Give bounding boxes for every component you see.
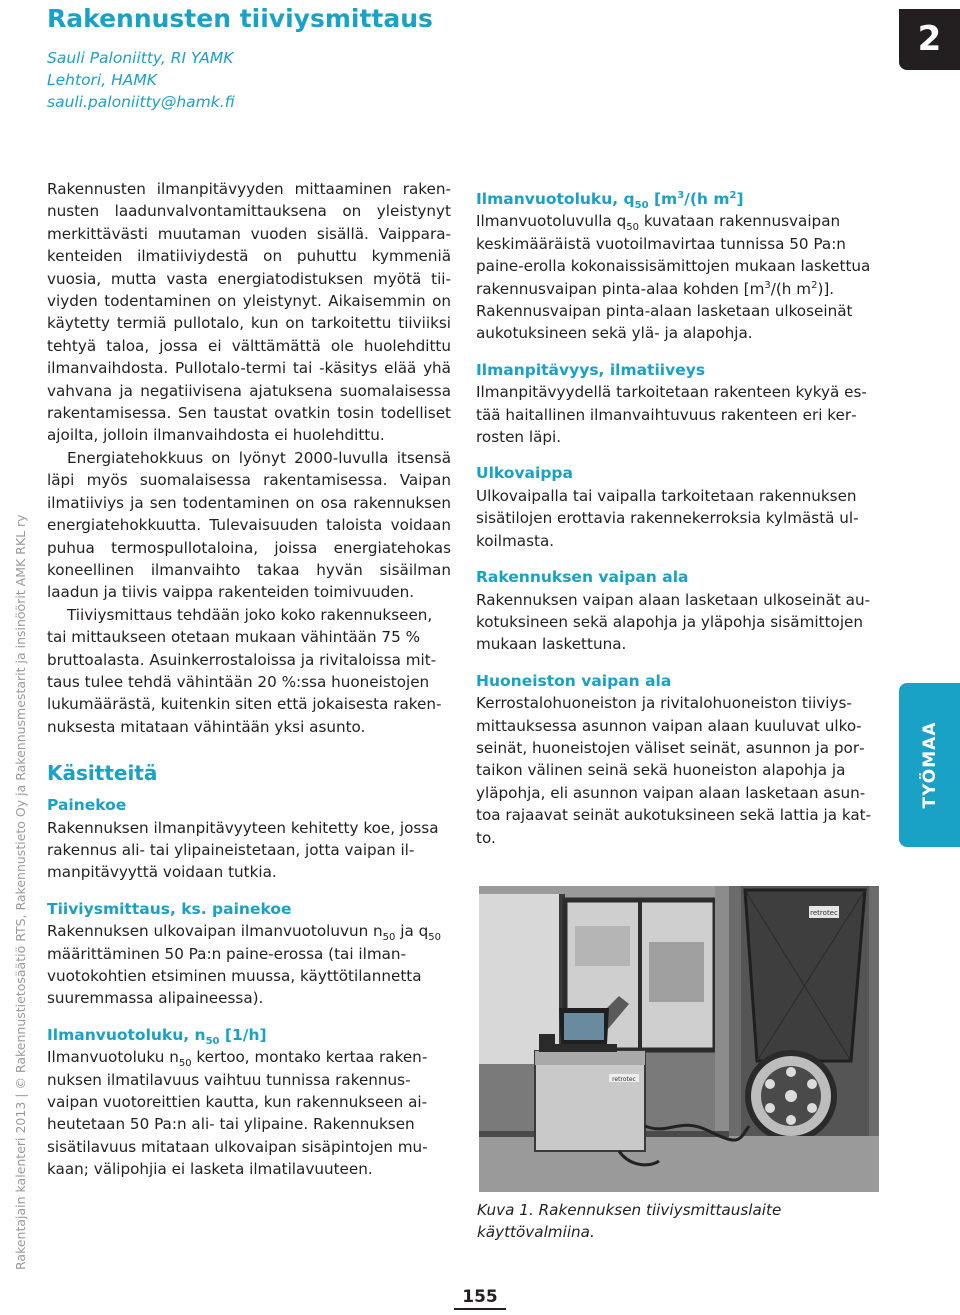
page-number [0, 1287, 960, 1310]
blower-door-photo [479, 886, 879, 1192]
chapter-number-badge: 2 [899, 9, 960, 70]
subscript: 50 [634, 200, 649, 212]
term-text-part: Rakennuksen ulkovaipan ilmanvuotoluvun n [47, 922, 383, 941]
term-text-part: /(h m [770, 279, 812, 298]
author-block [47, 47, 235, 113]
term-text-part: kertoo, montako kertaa rakennuksen ilmatilavuus vaihtuu tunnissa rakennusvaipan vuotoreittien kautta, kun rakennukseen aiheutetaan 50 Pa:n ali- tai ylipaine. Rakennuksen sisätilavuus mitataan ulkovaipan sisäpintojen mukaan; välipohjia ei lasketa ilmatilavuuteen. [47, 1048, 428, 1179]
superscript: 3 [764, 279, 771, 291]
heading-part: ] [736, 190, 744, 208]
term-text-part: )]. Rakennusvaipan pinta-alaan lasketaan ulkoseinät aukotuksineen sekä ylä- ja alapohja. [476, 279, 853, 343]
photo-illustration [479, 886, 879, 1192]
heading-part: Ilmanvuotoluku, q [476, 190, 635, 208]
right-column [476, 188, 880, 849]
figure-caption: Kuva 1. Rakennuksen tiiviysmittauslaite käyttövalmiina. [477, 1201, 782, 1242]
intro-paragraph: Rakennusten ilmanpitävyyden mittaaminen rakennusten laadunvalvontamittauksena on yleistynyt merkittävästi muutaman vuoden sisällä. Vaipparakenteiden ilmatiiviydestä on puhuttu kymmeniä vuosia, mutta vasta energiatodistuksen myötä tiiviyden todentaminen on yleistynyt. Aikaisemmin on käytetty termiä pullotalo, kun on tarkoitettu tiiviiksi tehtyä taloa, jossa ei välttämättä ole huolehdittu ilmanvaihdosta. Pullotalo-termi tai -käsitys elää yhä vahvana ja negatiivisena ajatuksena suomalaisessa rakentamisessa. Sen taustat ovatkin tosin todelliset ajoilta, jolloin ilmanvaihdosta ei huolehdittu. [47, 180, 451, 445]
term-text-huoneisto: Kerrostalohuoneiston ja rivitalohuoneiston tiiviysmittauksessa asunnon vaipan alaan kuuluvat ulkoseinät, huoneistojen väliset seinät, asunnon ja portaikon välinen seinä sekä huoneiston alapohja ja yläpohja, eli asunnon vaipan alaan lasketaan asuntoa rajaavat seinät aukotuksineen sekä lattia ja katto. [476, 694, 872, 847]
term-text-part: kuvataan rakennusvaipan keskimääräistä vuotoilmavirtaa tunnissa 50 Pa:n paine-erolla kokonaissisämittojen mukaan laskettua rakennusvaipan pinta-alaa kohden [m [476, 212, 871, 298]
superscript: 3 [677, 189, 685, 201]
author-role: Lehtori, HAMK [47, 71, 157, 89]
article-title: Rakennusten tiiviysmittaus [47, 4, 433, 33]
heading-part: [m [648, 190, 678, 208]
term-heading-ilmanpitavyys: Ilmanpitävyys, ilmatiiveys [476, 360, 706, 379]
term-heading-ulkovaippa: Ulkovaippa [476, 464, 573, 483]
superscript: 2 [811, 279, 818, 291]
term-text-ulkovaippa: Ulkovaipalla tai vaipalla tarkoitetaan rakennuksen sisätilojen erottavia rakennekerroksia kylmästä ulkoilmasta. [476, 486, 859, 550]
term-text-part: Ilmanvuotoluku n [47, 1048, 179, 1067]
left-column [47, 178, 451, 1181]
term-text-vaipan-ala: Rakennuksen vaipan alaan lasketaan ulkoseinät aukotuksineen sekä alapohja ja yläpohja sisämittojen mukaan laskettuna. [476, 590, 871, 654]
measurement-paragraph: Tiiviysmittaus tehdään joko koko rakennukseen, tai mittaukseen otetaan mukaan vähintään 75 % bruttoalasta. Asuinkerrostaloissa ja rivitaloissa mittaus tulee tehdä vähintään 20 %:ssa huoneistojen lukumäärästä, kuitenkin siten että jokaisesta rakennuksesta mitataan vähintään yksi asunto. [47, 605, 442, 736]
fan-brand-label: retrotec [810, 909, 838, 917]
copyright-vertical-text: Rakentajain kalenteri 2013 | © Rakennustietosäätiö RTS, Rakennustieto Oy ja Rakennusmestarit ja insinöörit AMK RKL ry [13, 514, 28, 1270]
term-heading-tiiviysmittaus: Tiiviysmittaus, ks. painekoe [47, 899, 292, 918]
term-text-q50 [476, 210, 880, 344]
term-heading-huoneisto: Huoneiston vaipan ala [476, 671, 672, 690]
author-email[interactable]: sauli.paloniitty@hamk.fi [47, 93, 235, 111]
term-text-part: määrittäminen 50 Pa:n paine-erossa (tai ilmanvuotokohtien etsiminen muussa, käyttötilannetta suuremmassa alipaineessa). [47, 944, 422, 1008]
subscript: 50 [205, 1035, 220, 1047]
section-heading-kasitteita: Käsitteitä [47, 761, 158, 786]
term-text-n50 [47, 1046, 451, 1180]
section-side-tab [899, 683, 960, 847]
term-text-painekoe: Rakennuksen ilmanpitävyyteen kehitetty koe, jossa rakennus ali- tai ylipaineistetaan, jotta vaipan ilmanpitävyyttä voidaan tutkia. [47, 818, 439, 882]
subscript: 50 [178, 1058, 192, 1070]
page-number-label: 155 [454, 1287, 506, 1310]
term-text-ilmanpitavyys: Ilmanpitävyydellä tarkoitetaan rakenteen kykyä estää haitallinen ilmanvaihtuvuus rakenteen eri kerrosten läpi. [476, 383, 867, 447]
term-text-part: Ilmanvuotoluvulla q [476, 212, 627, 231]
subscript: 50 [626, 222, 639, 234]
term-text-tiiviysmittaus [47, 920, 451, 1010]
heading-part: /(h m [684, 190, 730, 208]
heading-part: [1/h] [219, 1025, 267, 1044]
term-heading-q50 [476, 188, 880, 210]
term-heading-painekoe: Painekoe [47, 796, 127, 815]
author-name: Sauli Paloniitty, RI YAMK [47, 49, 234, 67]
term-text-part: ja q [395, 922, 429, 941]
subscript: 50 [382, 932, 396, 944]
side-tab-label: TYÖMAA [919, 721, 940, 809]
case-brand-label: retrotec [612, 1076, 636, 1083]
heading-part: Ilmanvuotoluku, n [47, 1025, 206, 1044]
energy-paragraph: Energiatehokkuus on lyönyt 2000-luvulla itsensä läpi myös suomalaisessa rakentamisessa. Vaipan ilmatiiviys ja sen todentaminen on osa rakennuksen energiatehokkuutta. Tulevaisuuden taloista voidaan puhua termospullotaloina, joissa energiatehokas koneellinen ilmanvaihto takaa hyvän sisäilman laadun ja tiivis vaippa rakenteiden toimivuuden. [47, 448, 451, 602]
subscript: 50 [428, 932, 441, 944]
term-heading-vaipan-ala: Rakennuksen vaipan ala [476, 568, 689, 587]
term-heading-n50 [47, 1024, 451, 1046]
superscript: 2 [729, 189, 737, 201]
